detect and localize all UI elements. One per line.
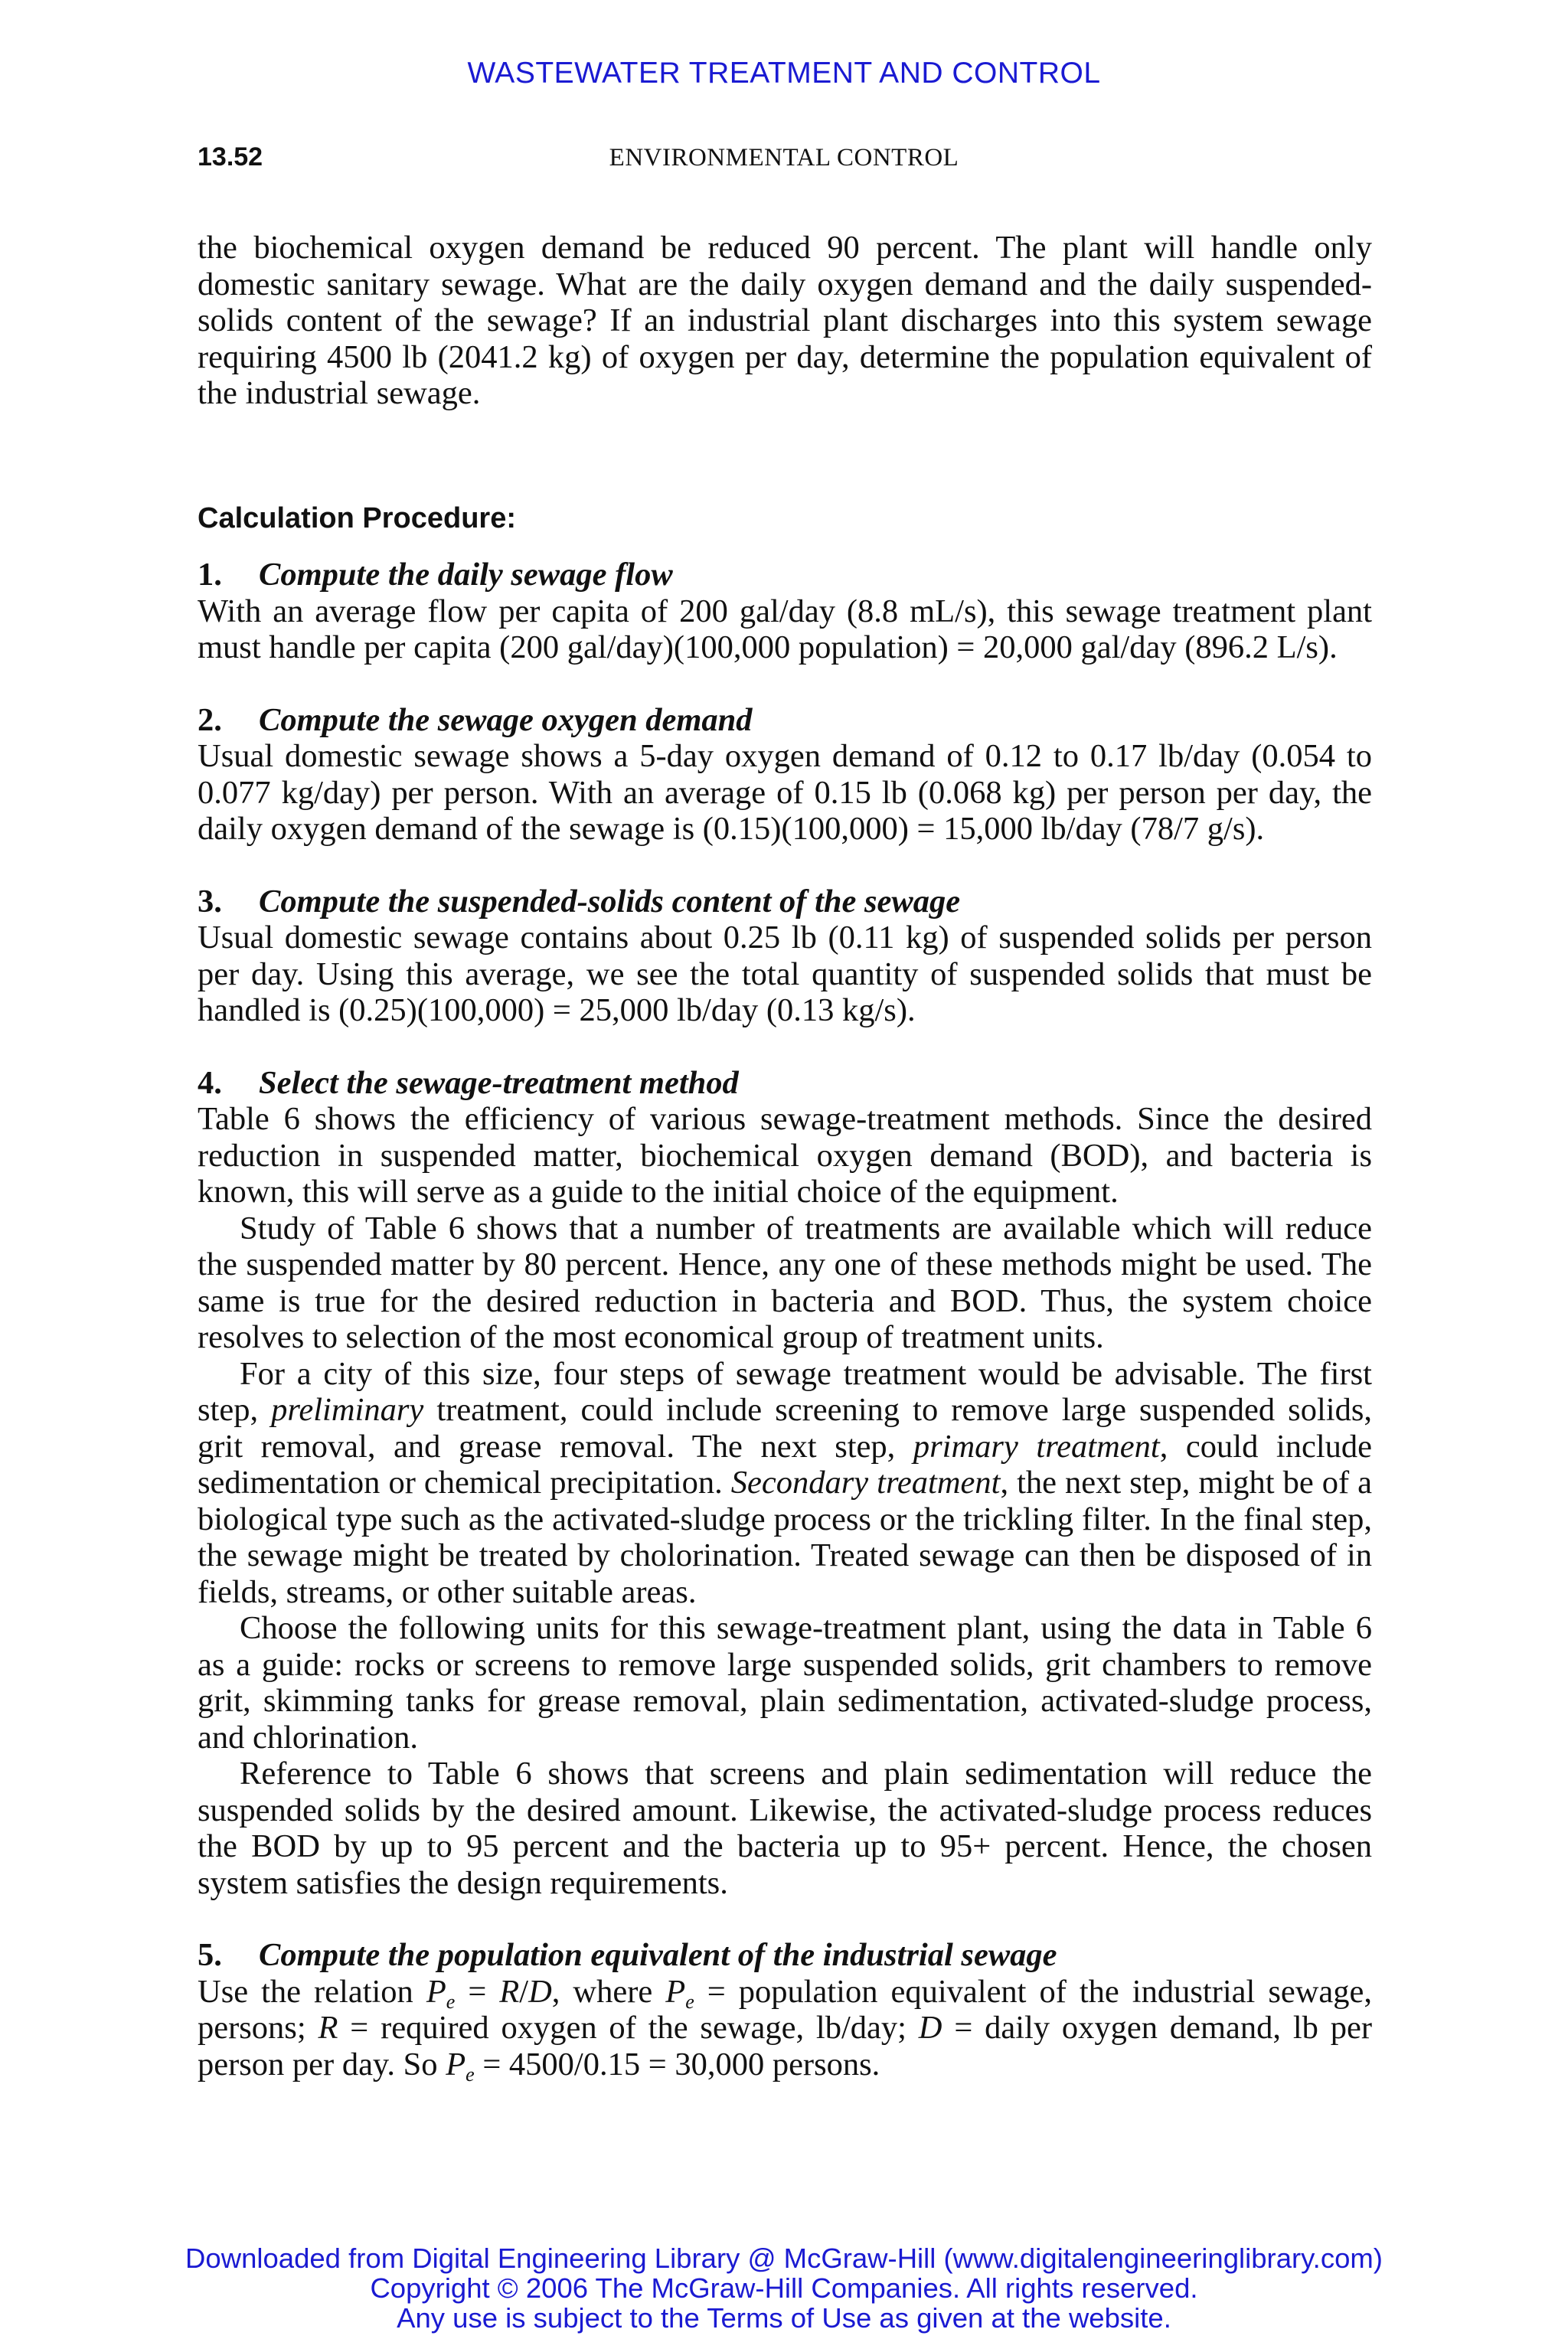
- step-number: 3.: [198, 883, 222, 920]
- var-r: R: [499, 1973, 520, 2010]
- emphasis-primary-treatment: primary treatment: [913, 1428, 1160, 1465]
- step-title-text: Compute the population equivalent of the industrial sewage: [259, 1937, 1057, 1973]
- page-body: [198, 230, 1373, 2086]
- step-3-paragraph: Usual domestic sewage contains about 0.25 lb (0.11 kg) of suspended solids per person per day. Using this average, we see the total quantity of suspended solids that must be handled is (0.25)(100,000) = 25,000 lb/day (0.13 kg/s).: [198, 920, 1372, 1028]
- text-run: treatment, could include screening to remove large suspended solids, grit removal, and grease removal. The next step,: [198, 1392, 1372, 1465]
- var-p: P: [446, 2046, 466, 2082]
- var-p: P: [665, 1973, 686, 2010]
- var-d: D: [918, 2010, 942, 2046]
- step-number: 1.: [198, 557, 222, 593]
- step-4-paragraph-5: Reference to Table 6 shows that screens and plain sedimentation will reduce the suspended solids by the desired amount. Likewise, the activated-sludge process reduces the BOD by up to 95 percent and the bacteria up to 95+ percent. Hence, the chosen system satisfies the design requirements.: [198, 1756, 1372, 1901]
- step-4-title: [198, 1065, 1372, 1102]
- var-p: P: [426, 1973, 446, 2010]
- step-number: 4.: [198, 1064, 222, 1101]
- text-run: Use the relation: [198, 1973, 426, 2010]
- step-title-text: Compute the sewage oxygen demand: [259, 701, 753, 738]
- step-number: 2.: [198, 701, 222, 738]
- text-run: =: [455, 1973, 500, 2010]
- step-2-title: [198, 702, 1372, 739]
- text-run: = population equivalent of the industrial sewage, persons;: [198, 1973, 1373, 2046]
- procedure-heading: Calculation Procedure:: [198, 501, 516, 534]
- footer-copyright: Copyright © 2006 The McGraw-Hill Companies. All rights reserved.: [370, 2272, 1198, 2304]
- text-run: = daily oxygen demand, lb per person per day. So: [198, 2010, 1373, 2082]
- running-head: ENVIRONMENTAL CONTROL: [609, 144, 959, 172]
- step-2-paragraph: Usual domestic sewage shows a 5-day oxygen demand of 0.12 to 0.17 lb/day (0.054 to 0.077 kg/day) per person. With an average of 0.15 lb (0.068 kg) per person per day, the daily oxygen demand of the sewage is (0.15)(100,000) = 15,000 lb/day (78/7 g/s).: [198, 738, 1372, 847]
- step-title-text: Select the sewage-treatment method: [259, 1064, 739, 1101]
- download-footer: [0, 2243, 1568, 2333]
- emphasis-secondary-treatment: Secondary treatment: [730, 1465, 1001, 1501]
- step-5-title: [198, 1937, 1372, 1974]
- text-run: = required oxygen of the sewage, lb/day;: [338, 2010, 919, 2046]
- step-title-text: Compute the daily sewage flow: [259, 557, 673, 593]
- step-4-paragraph-1: Table 6 shows the efficiency of various sewage-treatment methods. Since the desired reduction in suspended matter, biochemical oxygen demand (BOD), and bacteria is known, this will serve as a guide to the initial choice of the equipment.: [198, 1101, 1372, 1210]
- var-d: D: [528, 1973, 552, 2010]
- subscript-e: e: [685, 1990, 694, 2013]
- step-title-text: Compute the suspended-solids content of the sewage: [259, 883, 961, 920]
- book-banner: WASTEWATER TREATMENT AND CONTROL: [467, 57, 1101, 90]
- intro-paragraph: the biochemical oxygen demand be reduced 90 percent. The plant will handle only domestic sanitary sewage. What are the daily oxygen demand and the daily suspended-solids content of the sewage? If an industrial plant discharges into this system sewage requiring 4500 lb (2041.2 kg) of oxygen per day, determine the population equivalent of the industrial sewage.: [198, 230, 1372, 411]
- text-run: = 4500/0.15 = 30,000 persons.: [474, 2046, 880, 2082]
- text-run: For a city of this size, four steps of sewage treatment would be advisable. The first step,: [198, 1355, 1372, 1428]
- text-run: /: [519, 1973, 529, 2010]
- step-1-title: [198, 557, 1372, 593]
- subscript-e: e: [466, 2063, 475, 2086]
- footer-download-link[interactable]: Downloaded from Digital Engineering Library @ McGraw-Hill (www.digitalengineeringlibrary.com): [185, 2243, 1383, 2274]
- step-4-paragraph-4: Choose the following units for this sewage-treatment plant, using the data in Table 6 as a guide: rocks or screens to remove large suspended solids, grit chambers to remove grit, skimming tanks for grease removal, plain sedimentation, activated-sludge process, and chlorination.: [198, 1610, 1372, 1756]
- emphasis-preliminary: preliminary: [271, 1392, 424, 1428]
- var-r: R: [318, 2010, 338, 2046]
- text-run: , could include sedimentation or chemical precipitation.: [198, 1428, 1372, 1501]
- step-1-paragraph: With an average flow per capita of 200 gal/day (8.8 mL/s), this sewage treatment plant must handle per capita (200 gal/day)(100,000 population) = 20,000 gal/day (896.2 L/s).: [198, 593, 1372, 665]
- footer-terms: Any use is subject to the Terms of Use as given at the website.: [397, 2302, 1171, 2334]
- page-number: 13.52: [198, 142, 263, 172]
- text-run: , where: [551, 1973, 666, 2010]
- step-4-paragraph-3: [198, 1356, 1372, 1611]
- subscript-e: e: [446, 1990, 456, 2013]
- text-run: , the next step, might be of a biological type such as the activated-sludge process or the trickling filter. In the final step, the sewage might be treated by cholorination. Treated sewage can then be disposed of in fields, streams, or other suitable areas.: [198, 1465, 1373, 1610]
- step-4-paragraph-2: Study of Table 6 shows that a number of treatments are available which will reduce the suspended matter by 80 percent. Hence, any one of these methods might be used. The same is true for the desired reduction in bacteria and BOD. Thus, the system choice resolves to selection of the most economical group of treatment units.: [198, 1210, 1372, 1355]
- step-number: 5.: [198, 1937, 222, 1973]
- step-5-paragraph: [198, 1973, 1373, 2086]
- step-3-title: [198, 884, 1372, 920]
